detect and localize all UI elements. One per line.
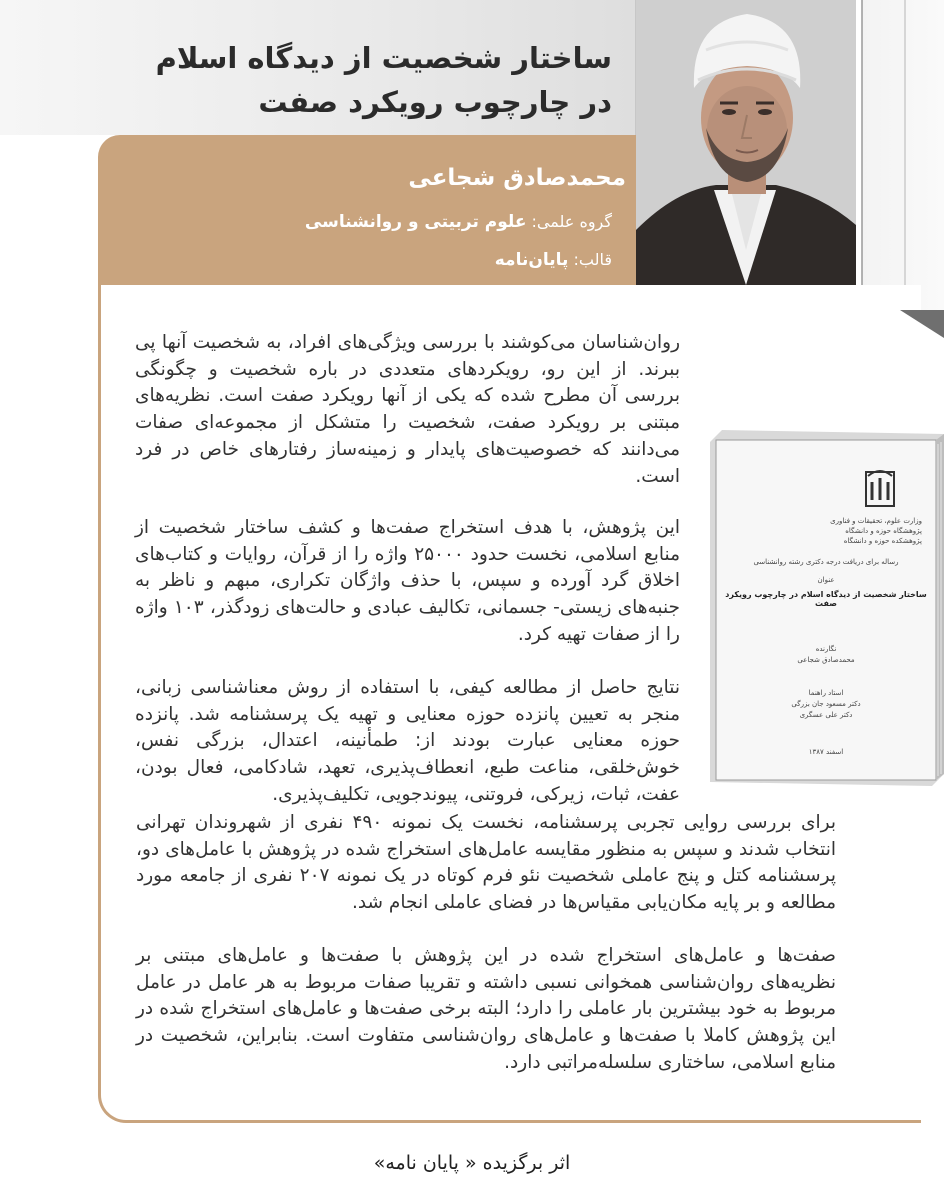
author-name: محمدصادق شجاعی (408, 165, 626, 191)
book-ministry-3: پژوهشکده حوزه و دانشگاه (843, 537, 922, 545)
paragraph-3: نتایج حاصل از مطالعه کیفی، با استفاده از روش معناشناسی زبانی، منجر به تعیین پانزده حوزه معنایی و تهیه یک پرسشنامه شد. پانزده حوزه معنایی عبارت بودند از: طمأنینه، اعتدال، بزرگی نفس، خوش‌خلقی، مناعت طبع، انعطاف‌پذیری، تعهد، شادکامی، فعال بودن، عفت، ثبات، زیرکی، فروتنی، پیوندجویی، تکلیف‌پذیری. (135, 677, 680, 805)
scientific-group-line (305, 212, 612, 232)
book-advisor-1: دکتر مسعود جان بزرگی (791, 700, 861, 708)
margin-strip (862, 0, 944, 310)
book-degree: رساله برای دریافت درجه دکتری رشته روانشناسی (753, 558, 899, 566)
group-value: علوم تربیتی و روانشناسی (304, 212, 527, 232)
book-ministry-1: وزارت علوم، تحقیقات و فناوری (830, 517, 922, 525)
book-author-label: نگارنده (815, 645, 837, 653)
paragraph-5: صفت‌ها و عامل‌های استخراج شده در این پژوهش با صفت‌ها و عامل‌های مبتنی بر نظریه‌های روان‌شناسی همخوانی نسبی داشته و تقریبا صفات مربوط به هر عامل در عامل مربوط به خود بیشترین بار عاملی را دارد؛ البته برخی صفت‌ها و عامل‌های استخراج شده در این پژوهش کاملا با صفت‌ها و عامل‌های روان‌شناسی متفاوت است. بنابراین، شخصیت در منابع اسلامی، ساختاری سلسله‌مراتبی دارد. (136, 945, 836, 1073)
group-label: گروه علمی: (531, 212, 612, 231)
author-portrait (636, 0, 856, 285)
article-title-line2: در چارچوب رویکرد صفت (258, 85, 612, 119)
book-title: ساختار شخصیت از دیدگاه اسلام در چارچوب رویکرد صفت (725, 590, 927, 608)
format-label: قالب: (573, 250, 612, 269)
thesis-cover (710, 430, 944, 790)
page-caption: اثر برگزیده « پایان نامه» (373, 1152, 571, 1174)
book-author: محمدصادق شجاعی (797, 656, 855, 664)
book-advisor-2: دکتر علی عسگری (799, 711, 853, 719)
paragraph-4: برای بررسی روایی تجربی پرسشنامه، نخست یک نمونه ۴۹۰ نفری از شهروندان تهرانی انتخاب شدند و سپس به منظور مقایسه عامل‌های استخراج شده در پژوهش با عامل‌های دو، پرسشنامه کتل و پنج عاملی شخصیت نئو فرم کوتاه در یک نمونه ۲۰۷ نفری از جامعه مورد مطالعه و بر پایه مکان‌یابی مقیاس‌ها در فضای عاملی انجام شد. (136, 812, 837, 914)
article-title (155, 36, 612, 124)
book-date: اسفند ۱۳۸۷ (808, 748, 844, 756)
paragraph-1: روان‌شناسان می‌کوشند با بررسی ویژگی‌های افراد، به شخصیت آنها پی ببرند. از این رو، رویکردهای متعددی در باره شخصیت و چگونگی بررسی آن مطرح شده که یکی از آنها رویکرد صفت است. نظریه‌های مبتنی بر رویکرد صفت، شخصیت را متشکل از مجموعه‌ای صفات می‌دانند که خصوصیت‌های پایدار و زمینه‌ساز رفتارهای خاص در فرد است. (135, 332, 680, 487)
article-title-line1: ساختار شخصیت از دیدگاه اسلام (155, 41, 612, 75)
portrait-illustration (636, 0, 856, 285)
format-value: پایان‌نامه (494, 250, 569, 270)
book-advisor-label: استاد راهنما (808, 689, 844, 697)
book-ministry-2: پژوهشگاه حوزه و دانشگاه (845, 527, 922, 535)
paragraph-2: این پژوهش، با هدف استخراج صفت‌ها و کشف ساختار شخصیت از منابع اسلامی، نخست حدود ۲۵۰۰۰ واژه را از قرآن، روایات و کتاب‌های اخلاق گرد آورده و سپس، با حذف واژگان تکراری، مبهم و ناظر به جنبه‌های زیستی- جسمانی، تکالیف عبادی و حالت‌های زودگذر، ۱۰۳ واژه را از صفات تهیه کرد. (135, 517, 680, 645)
book-subject-label: عنوان (817, 576, 835, 584)
format-line (495, 250, 612, 270)
thesis-book-image (710, 430, 944, 790)
